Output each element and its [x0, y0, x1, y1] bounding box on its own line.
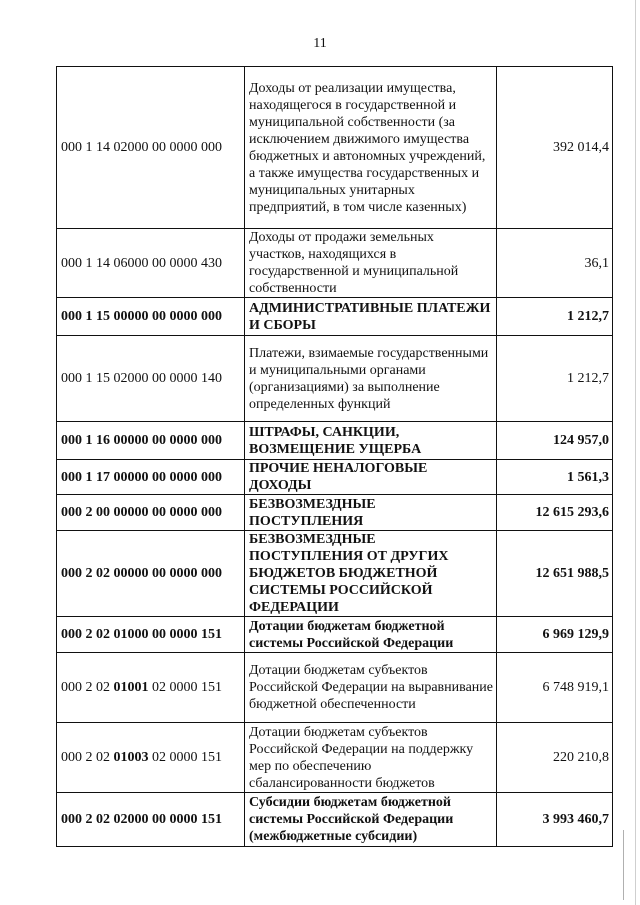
budget-code: 000 2 02 01000 00 0000 151	[57, 617, 245, 653]
table-row	[57, 336, 613, 422]
budget-code-prefix: 000 2 02	[61, 750, 114, 765]
table-row	[57, 298, 613, 336]
table-row	[57, 793, 613, 847]
budget-code	[57, 723, 245, 793]
revenue-amount: 12 615 293,6	[497, 495, 613, 531]
revenue-amount: 124 957,0	[497, 422, 613, 460]
budget-code-suffix: 02 0000 151	[148, 750, 222, 765]
table-row	[57, 531, 613, 617]
revenue-amount: 3 993 460,7	[497, 793, 613, 847]
revenue-description: Дотации бюджетам бюджетной системы Российской Федерации	[245, 617, 497, 653]
budget-code-highlight: 01003	[113, 750, 149, 765]
revenue-description: АДМИНИСТРАТИВНЫЕ ПЛАТЕЖИ И СБОРЫ	[245, 298, 497, 336]
budget-code: 000 2 02 02000 00 0000 151	[57, 793, 245, 847]
revenue-description: Платежи, взимаемые государственными и муниципальными органами (организациями) за выполнение определенных функций	[245, 336, 497, 422]
revenue-description: ШТРАФЫ, САНКЦИИ, ВОЗМЕЩЕНИЕ УЩЕРБА	[245, 422, 497, 460]
table-row	[57, 460, 613, 495]
revenue-description: Доходы от реализации имущества, находящегося в государственной и муниципальной собственности (за исключением движимого имущества бюджетных и автономных учреждений, а также имущества государственных и муниципальных унитарных предприятий, в том числе казенных)	[245, 67, 497, 229]
page-number: 11	[313, 36, 327, 51]
revenue-description: Дотации бюджетам субъектов Российской Федерации на выравнивание бюджетной обеспеченности	[245, 653, 497, 723]
table-row	[57, 617, 613, 653]
revenue-table	[56, 66, 613, 847]
revenue-amount: 220 210,8	[497, 723, 613, 793]
budget-code	[57, 653, 245, 723]
revenue-amount: 392 014,4	[497, 67, 613, 229]
budget-code: 000 1 14 02000 00 0000 000	[57, 67, 245, 229]
budget-code: 000 2 02 00000 00 0000 000	[57, 531, 245, 617]
budget-code: 000 1 15 02000 00 0000 140	[57, 336, 245, 422]
revenue-amount: 12 651 988,5	[497, 531, 613, 617]
budget-code: 000 1 15 00000 00 0000 000	[57, 298, 245, 336]
revenue-description: Дотации бюджетам субъектов Российской Федерации на поддержку мер по обеспечению сбалансированности бюджетов	[245, 723, 497, 793]
table-row	[57, 653, 613, 723]
table-row	[57, 67, 613, 229]
revenue-amount: 1 212,7	[497, 336, 613, 422]
scan-edge-line	[635, 0, 636, 905]
budget-code: 000 1 14 06000 00 0000 430	[57, 229, 245, 298]
revenue-amount: 1 212,7	[497, 298, 613, 336]
table-row	[57, 229, 613, 298]
budget-code: 000 1 17 00000 00 0000 000	[57, 460, 245, 495]
table-row	[57, 495, 613, 531]
revenue-description: ПРОЧИЕ НЕНАЛОГОВЫЕ ДОХОДЫ	[245, 460, 497, 495]
revenue-amount: 1 561,3	[497, 460, 613, 495]
revenue-amount: 36,1	[497, 229, 613, 298]
revenue-amount: 6 969 129,9	[497, 617, 613, 653]
table-row	[57, 723, 613, 793]
revenue-description: БЕЗВОЗМЕЗДНЫЕ ПОСТУПЛЕНИЯ	[245, 495, 497, 531]
budget-code: 000 2 00 00000 00 0000 000	[57, 495, 245, 531]
revenue-description: Субсидии бюджетам бюджетной системы Российской Федерации (межбюджетные субсидии)	[245, 793, 497, 847]
budget-code-highlight: 01001	[113, 680, 149, 695]
budget-code: 000 1 16 00000 00 0000 000	[57, 422, 245, 460]
scan-edge-line-lower	[623, 830, 624, 900]
budget-code-suffix: 02 0000 151	[148, 680, 222, 695]
revenue-description: БЕЗВОЗМЕЗДНЫЕ ПОСТУПЛЕНИЯ ОТ ДРУГИХ БЮДЖЕТОВ БЮДЖЕТНОЙ СИСТЕМЫ РОССИЙСКОЙ ФЕДЕРАЦИИ	[245, 531, 497, 617]
table-row	[57, 422, 613, 460]
revenue-description: Доходы от продажи земельных участков, находящихся в государственной и муниципальной собственности	[245, 229, 497, 298]
budget-code-prefix: 000 2 02	[61, 680, 114, 695]
revenue-amount: 6 748 919,1	[497, 653, 613, 723]
